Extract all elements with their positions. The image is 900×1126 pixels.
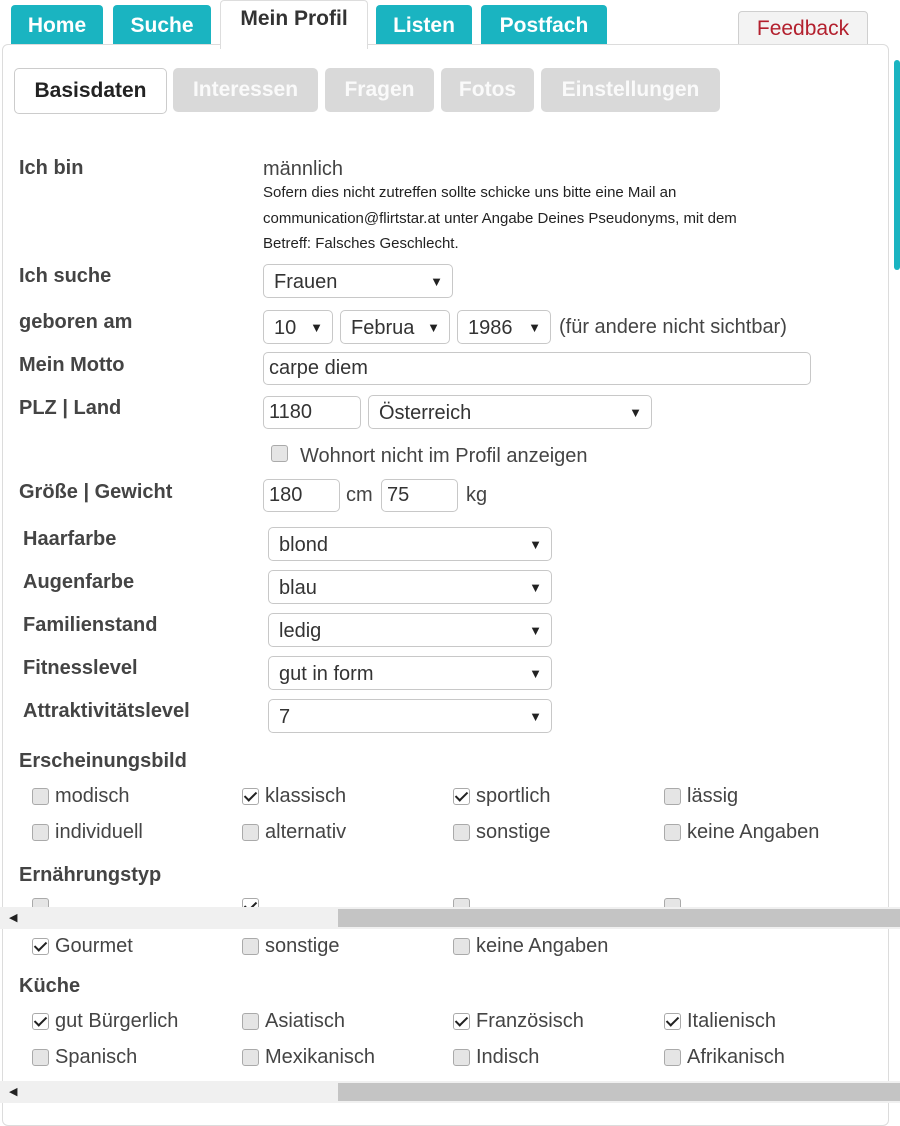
appearance-checkbox[interactable] [32, 824, 49, 841]
weight-unit: kg [466, 484, 488, 506]
scroll-left-arrow-icon[interactable]: ◀ [9, 912, 18, 924]
kitchen-checkbox[interactable] [32, 1049, 49, 1066]
kitchen-checkbox[interactable] [664, 1049, 681, 1066]
kitchen-option-label: Asiatisch [265, 1010, 346, 1032]
appearance-option-label: alternativ [265, 821, 347, 843]
birth-label: geboren am [19, 311, 133, 333]
diet-option-label: keine Angaben [476, 935, 609, 957]
tab-listen[interactable]: Listen [376, 5, 472, 46]
birth-month-value: Februa [351, 317, 415, 339]
kitchen-title: Küche [19, 975, 81, 997]
seek-label: Ich suche [19, 265, 112, 287]
scrollbar-thumb[interactable] [338, 909, 900, 927]
kitchen-checkbox[interactable] [453, 1013, 470, 1030]
attract-label: Attraktivitätslevel [23, 700, 190, 722]
fitness-select[interactable] [268, 656, 552, 690]
kitchen-option-label: Französisch [476, 1010, 584, 1032]
dropdown-arrow-icon: ▼ [310, 320, 323, 335]
dropdown-arrow-icon: ▼ [528, 320, 541, 335]
kitchen-option-label: Mexikanisch [265, 1046, 376, 1068]
gender-note-line-3: Betreff: Falsches Geschlecht. [263, 235, 459, 252]
birth-month-select[interactable] [340, 310, 450, 344]
appearance-option-label: modisch [55, 785, 130, 807]
subtab-basisdaten[interactable]: Basisdaten [14, 68, 167, 114]
height-unit: cm [346, 484, 373, 506]
hair-value: blond [279, 534, 328, 556]
size-label: Größe | Gewicht [19, 481, 173, 503]
plz-input[interactable]: 1180 [263, 396, 361, 429]
birth-day-select[interactable] [263, 310, 333, 344]
kitchen-option-label: Spanisch [55, 1046, 138, 1068]
appearance-checkbox[interactable] [242, 824, 259, 841]
feedback-button[interactable]: Feedback [738, 11, 868, 46]
dropdown-arrow-icon: ▼ [529, 537, 542, 552]
appearance-checkbox[interactable] [664, 788, 681, 805]
tab-home[interactable]: Home [11, 5, 103, 46]
seek-select[interactable] [263, 264, 453, 298]
fitness-value: gut in form [279, 663, 374, 685]
horizontal-scrollbar[interactable] [0, 907, 900, 929]
eye-label: Augenfarbe [23, 571, 135, 593]
motto-label: Mein Motto [19, 354, 125, 376]
birth-note: (für andere nicht sichtbar) [559, 316, 787, 338]
appearance-checkbox[interactable] [453, 788, 470, 805]
diet-option-label: Gourmet [55, 935, 133, 957]
appearance-checkbox[interactable] [453, 824, 470, 841]
diet-checkbox[interactable] [242, 938, 259, 955]
hair-label: Haarfarbe [23, 528, 117, 550]
subtab-einstellungen[interactable]: Einstellungen [541, 68, 720, 112]
side-scroll-indicator [894, 60, 900, 270]
scroll-left-arrow-icon[interactable]: ◀ [9, 1086, 18, 1098]
dropdown-arrow-icon: ▼ [529, 666, 542, 681]
gender-label: Ich bin [19, 157, 84, 179]
appearance-option-label: sportlich [476, 785, 551, 807]
attract-select[interactable] [268, 699, 552, 733]
gender-note [263, 180, 823, 257]
subtab-interessen[interactable]: Interessen [173, 68, 318, 112]
seek-select-value: Frauen [274, 271, 338, 293]
kitchen-checkbox[interactable] [242, 1049, 259, 1066]
appearance-checkbox[interactable] [32, 788, 49, 805]
plz-label: PLZ | Land [19, 397, 122, 419]
diet-title: Ernährungstyp [19, 864, 162, 886]
kitchen-checkbox[interactable] [453, 1049, 470, 1066]
country-value: Österreich [379, 402, 472, 424]
family-select[interactable] [268, 613, 552, 647]
gender-note-line-1: Sofern dies nicht zutreffen sollte schicke uns bitte eine Mail an [263, 184, 677, 201]
kitchen-option-label: Afrikanisch [687, 1046, 785, 1068]
tab-postfach[interactable]: Postfach [481, 5, 607, 46]
dropdown-arrow-icon: ▼ [629, 405, 642, 420]
dropdown-arrow-icon: ▼ [529, 709, 542, 724]
hide-location-checkbox[interactable] [271, 445, 288, 462]
weight-input[interactable]: 75 [381, 479, 458, 512]
appearance-option-label: klassisch [265, 785, 347, 807]
hair-select[interactable] [268, 527, 552, 561]
height-input[interactable]: 180 [263, 479, 340, 512]
birth-day-value: 10 [274, 317, 297, 339]
appearance-option-label: lässig [687, 785, 739, 807]
kitchen-option-label: Italienisch [687, 1010, 776, 1032]
birth-year-select[interactable] [457, 310, 551, 344]
fitness-label: Fitnesslevel [23, 657, 138, 679]
scrollbar-thumb[interactable] [338, 1083, 900, 1101]
dropdown-arrow-icon: ▼ [529, 623, 542, 638]
birth-year-value: 1986 [468, 317, 513, 339]
tab-mein-profil[interactable]: Mein Profil [220, 0, 368, 49]
subtab-fotos[interactable]: Fotos [441, 68, 534, 112]
subtab-fragen[interactable]: Fragen [325, 68, 434, 112]
motto-input[interactable]: carpe diem [263, 352, 811, 385]
appearance-title: Erscheinungsbild [19, 750, 187, 772]
kitchen-checkbox[interactable] [242, 1013, 259, 1030]
dropdown-arrow-icon: ▼ [529, 580, 542, 595]
dropdown-arrow-icon: ▼ [427, 320, 440, 335]
family-label: Familienstand [23, 614, 158, 636]
kitchen-checkbox[interactable] [32, 1013, 49, 1030]
tab-suche[interactable]: Suche [113, 5, 211, 46]
country-select[interactable] [368, 395, 652, 429]
kitchen-option-label: Indisch [476, 1046, 540, 1068]
appearance-option-label: keine Angaben [687, 821, 820, 843]
eye-select[interactable] [268, 570, 552, 604]
diet-checkbox[interactable] [32, 938, 49, 955]
top-navigation [0, 0, 900, 46]
appearance-checkbox[interactable] [242, 788, 259, 805]
appearance-option-label: sonstige [476, 821, 551, 843]
kitchen-checkbox[interactable] [664, 1013, 681, 1030]
dropdown-arrow-icon: ▼ [430, 274, 443, 289]
diet-checkbox[interactable] [453, 938, 470, 955]
kitchen-option-label: gut Bürgerlich [55, 1010, 179, 1032]
diet-option-label: sonstige [265, 935, 340, 957]
attract-value: 7 [279, 706, 291, 728]
eye-value: blau [279, 577, 317, 599]
family-value: ledig [279, 620, 322, 642]
gender-value: männlich [263, 158, 344, 180]
horizontal-scrollbar-bottom[interactable] [0, 1081, 900, 1103]
gender-note-line-2: communication@flirtstar.at unter Angabe Deines Pseudonyms, mit dem [263, 209, 737, 227]
hide-location-label: Wohnort nicht im Profil anzeigen [300, 445, 588, 467]
appearance-checkbox[interactable] [664, 824, 681, 841]
appearance-option-label: individuell [55, 821, 143, 843]
